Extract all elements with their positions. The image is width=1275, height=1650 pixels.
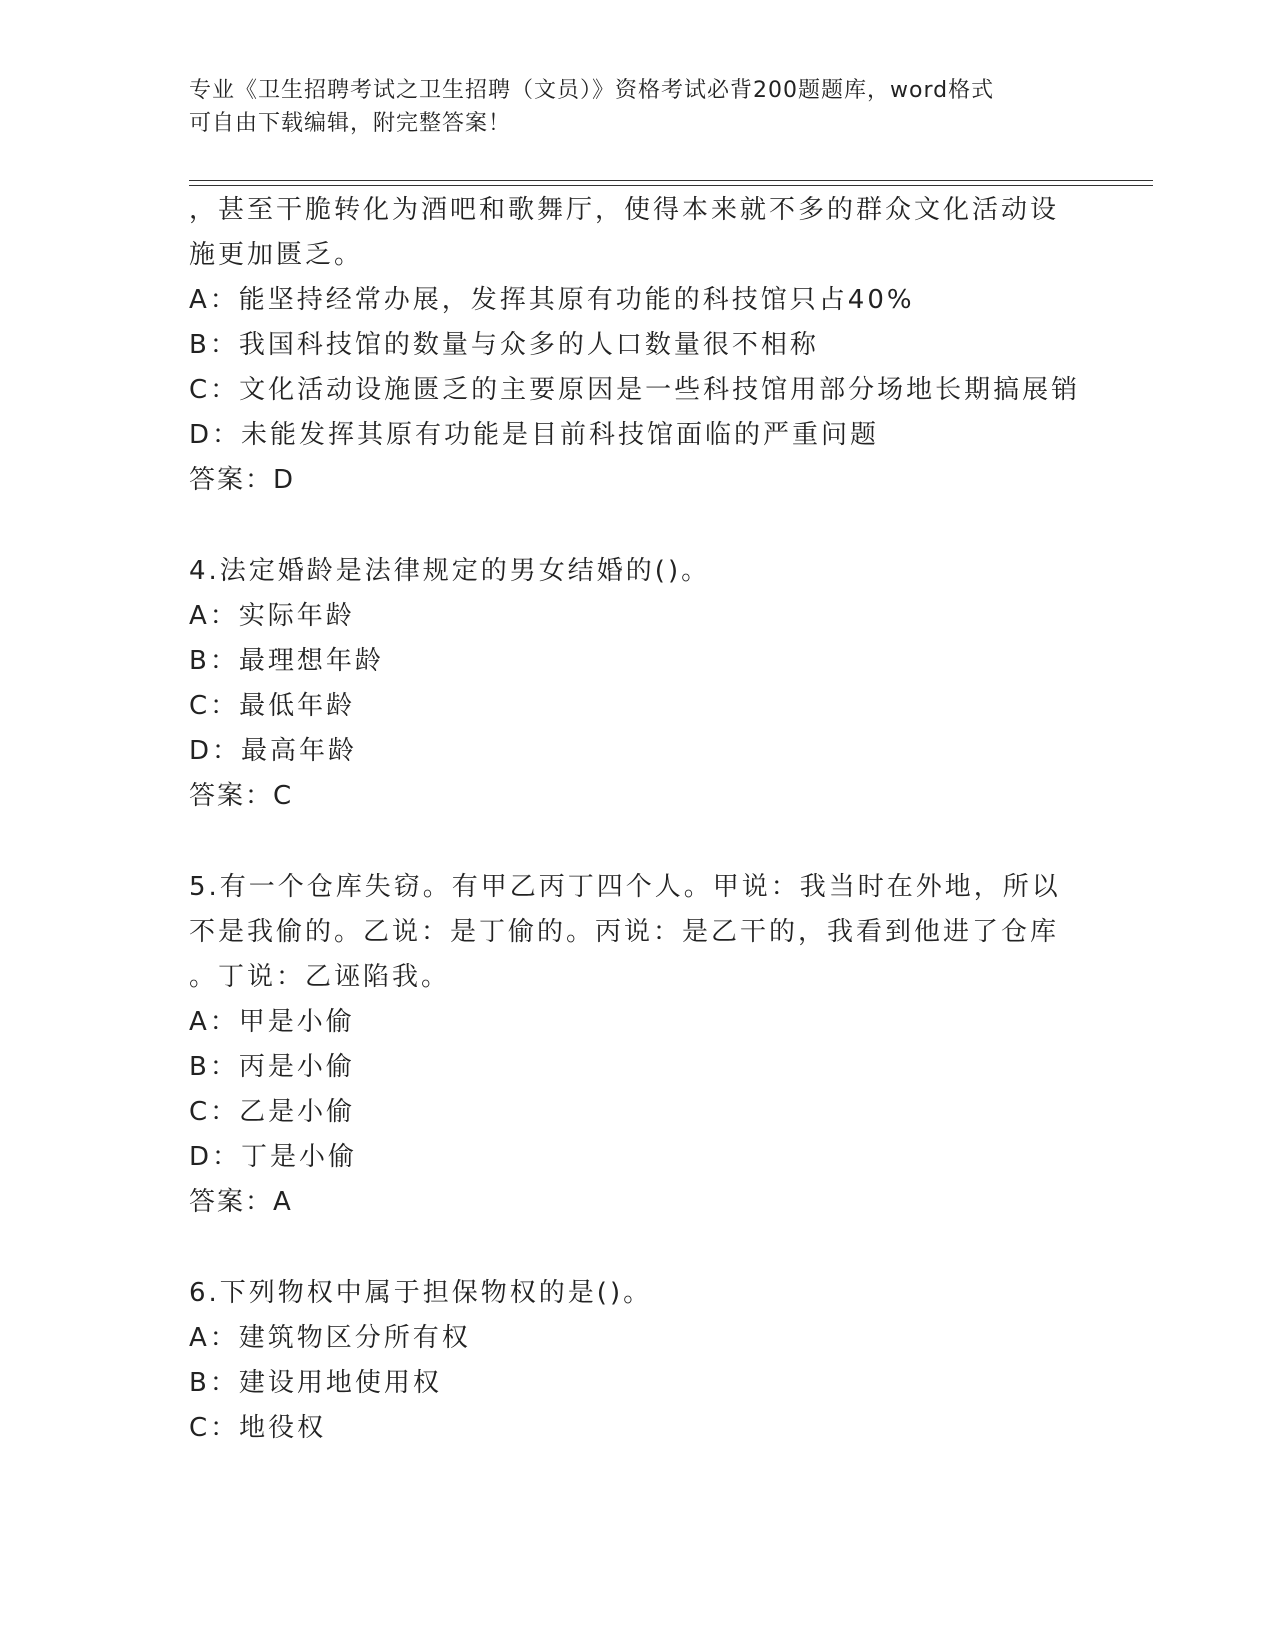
question-6 [189, 1271, 1149, 1451]
question-3-continuation-1: ，甚至干脆转化为酒吧和歌舞厅，使得本来就不多的群众文化活动设 [189, 195, 1060, 225]
question-4-answer: 答案：C [189, 781, 294, 811]
question-3-option-b: B：我国科技馆的数量与众多的人口数量很不相称 [189, 330, 819, 360]
question-6-option-b: B：建设用地使用权 [189, 1368, 442, 1398]
question-4-option-b: B：最理想年龄 [189, 646, 384, 676]
question-3 [189, 188, 1149, 503]
question-6-option-c: C：地役权 [189, 1413, 327, 1443]
question-spacer [189, 503, 1149, 549]
question-5-option-b: B：丙是小偷 [189, 1052, 355, 1082]
question-5-stem-line-2: 不是我偷的。乙说：是丁偷的。丙说：是乙干的，我看到他进了仓库 [189, 917, 1060, 947]
header-line-2: 可自由下载编辑，附完整答案！ [189, 111, 512, 136]
question-4 [189, 549, 1149, 819]
question-6-stem: 6.下列物权中属于担保物权的是()。 [189, 1278, 653, 1308]
question-4-stem: 4.法定婚龄是法律规定的男女结婚的()。 [189, 556, 711, 586]
question-6-option-a: A：建筑物区分所有权 [189, 1323, 471, 1353]
question-3-answer: 答案：D [189, 465, 296, 495]
question-4-option-c: C：最低年龄 [189, 691, 356, 721]
question-content [189, 188, 1149, 1451]
question-5-option-c: C：乙是小偷 [189, 1097, 356, 1127]
question-5 [189, 865, 1149, 1225]
question-spacer [189, 1225, 1149, 1271]
question-3-option-d: D：未能发挥其原有功能是目前科技馆面临的严重问题 [189, 420, 880, 450]
question-5-option-a: A：甲是小偷 [189, 1007, 355, 1037]
question-3-continuation-2: 施更加匮乏。 [189, 240, 364, 270]
question-4-option-a: A：实际年龄 [189, 601, 355, 631]
question-5-stem-line-3: 。丁说：乙诬陷我。 [189, 962, 451, 992]
question-5-answer: 答案：A [189, 1187, 293, 1217]
header-divider-top [189, 180, 1153, 181]
question-5-option-d: D：丁是小偷 [189, 1142, 358, 1172]
header-line-1: 专业《卫生招聘考试之卫生招聘（文员）》资格考试必背200题题库，word格式 [189, 78, 995, 103]
document-header [189, 74, 1089, 140]
header-divider-bottom [189, 185, 1153, 186]
question-3-option-c: C：文化活动设施匮乏的主要原因是一些科技馆用部分场地长期搞展销 [189, 375, 1081, 405]
question-5-stem-line-1: 5.有一个仓库失窃。有甲乙丙丁四个人。甲说：我当时在外地，所以 [189, 872, 1061, 902]
question-4-option-d: D：最高年龄 [189, 736, 358, 766]
question-spacer [189, 819, 1149, 865]
question-3-option-a: A：能坚持经常办展，发挥其原有功能的科技馆只占40% [189, 285, 915, 315]
